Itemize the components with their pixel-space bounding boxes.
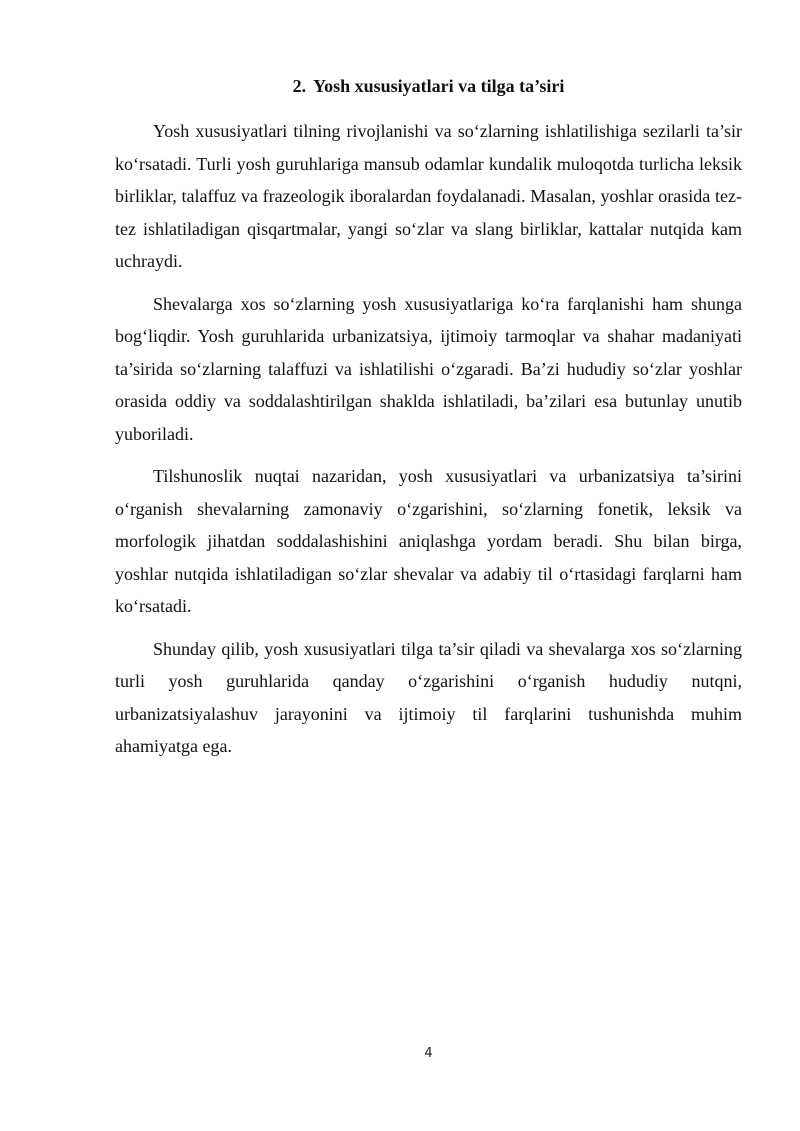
section-number: 2.: [292, 76, 307, 96]
body-text: [115, 115, 742, 773]
paragraph-2: Shevalarga xos so‘zlarning yosh xususiyatlariga ko‘ra farqlanishi ham shunga bog‘liqdir. Yosh guruhlarida urbanizatsiya, ijtimoiy tarmoqlar va shahar madaniyati ta’sirida so‘zlarning talaffuzi va ishlatilishi o‘zgaradi. Ba’zi hududiy so‘zlar yoshlar orasida oddiy va soddalashtirilgan shaklda ishlatiladi, ba’zilari esa butunlay unutib yuboriladi.: [115, 293, 742, 444]
page-number: 4: [424, 1046, 433, 1061]
paragraph-1: Yosh xususiyatlari tilning rivojlanishi va so‘zlarning ishlatilishiga sezilarli ta’sir ko‘rsatadi. Turli yosh guruhlariga mansub odamlar kundalik muloqotda turlicha leksik birliklar, talaffuz va frazeologik iboralardan foydalanadi. Masalan, yoshlar orasida tez-tez ishlatiladigan qisqartmalar, yangi so‘zlar va slang birliklar, kattalar nutqida kam uchraydi.: [115, 121, 742, 271]
paragraph-4: Shunday qilib, yosh xususiyatlari tilga ta’sir qiladi va shevalarga xos so‘zlarning turli yosh guruhlarida qanday o‘zgarishini o‘rganish hududiy nutqni, urbanizatsiyalashuv jarayonini va ijtimoiy til farqlarini tushunishda muhim ahamiyatga ega.: [115, 638, 742, 756]
section-title: Yosh xususiyatlari va tilga ta’siri: [313, 76, 565, 96]
paragraph-3: Tilshunoslik nuqtai nazaridan, yosh xususiyatlari va urbanizatsiya ta’sirini o‘rganish shevalarning zamonaviy o‘zgarishini, so‘zlarning fonetik, leksik va morfologik jihatdan soddalashishini aniqlashga yordam beradi. Shu bilan birga, yoshlar nutqida ishlatiladigan so‘zlar shevalar va adabiy til o‘rtasidagi farqlarni ham ko‘rsatadi.: [115, 466, 742, 616]
section-heading: [115, 74, 742, 98]
